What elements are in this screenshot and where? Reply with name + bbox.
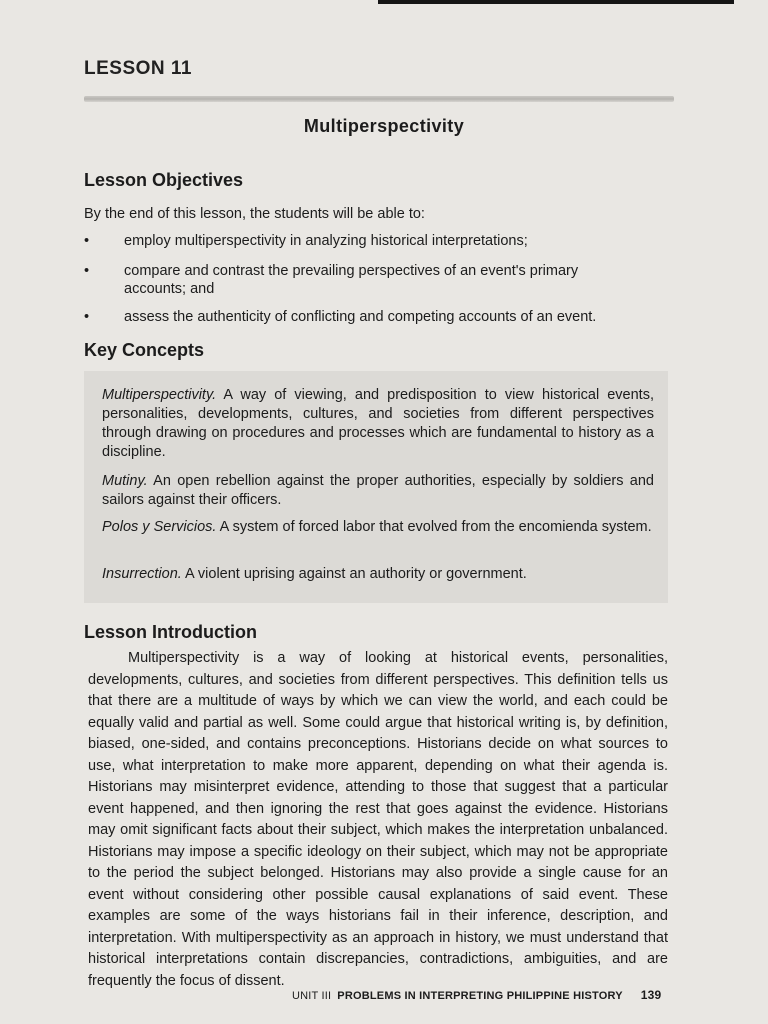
concept-definition: [102, 565, 654, 584]
header-divider: [84, 96, 674, 102]
concept-definition: [102, 386, 654, 462]
key-concepts-heading: Key Concepts: [84, 340, 205, 360]
introduction-heading: Lesson Introduction: [84, 622, 257, 642]
bullet-icon: •: [84, 309, 90, 325]
concept-definition: [102, 472, 654, 510]
concept-text: A system of forced labor that evolved from the encomienda system.: [216, 519, 652, 535]
concept-term: Mutiny.: [102, 473, 148, 489]
objective-text: assess the authenticity of conflicting and competing accounts of an event.: [124, 309, 597, 325]
concept-term: Polos y Servicios.: [102, 519, 217, 535]
objective-item: [84, 262, 674, 298]
concept-term: Multiperspectivity.: [102, 387, 217, 403]
concept-definition: [102, 518, 654, 537]
page-number: 139: [640, 988, 662, 1002]
bullet-icon: •: [84, 263, 90, 279]
objective-item: [84, 232, 674, 250]
objectives-heading: Lesson Objectives: [84, 170, 244, 190]
concept-text: An open rebellion against the proper authorities, especially by soldiers and sailors against their officers.: [102, 473, 654, 508]
top-border-line: [378, 0, 734, 4]
concept-text: A violent uprising against an authority or government.: [181, 566, 527, 582]
objectives-intro: By the end of this lesson, the students will be able to:: [84, 206, 425, 222]
page-title: Multiperspectivity: [303, 116, 465, 136]
objective-item: [84, 308, 674, 326]
concept-text: A way of viewing, and predisposition to view historical events, personalities, developments, cultures, and societies from different perspectives through drawing on procedures and processes which are fundamental to history as a discipline.: [102, 387, 654, 460]
objective-text: employ multiperspectivity in analyzing historical interpretations;: [124, 233, 528, 249]
concept-term: Insurrection.: [102, 566, 182, 582]
introduction-paragraph: Multiperspectivity is a way of looking at historical events, personalities, developments, cultures, and societies from different perspectives. This definition tells us that there are a multitude of ways by which we can view the world, and each could be equally valid and partial as well. Some could argue that historical writing is, by definition, biased, one-sided, and contains preconceptions. Historians decide on what sources to use, what interpretation to make more apparent, depending on what their agenda is. Historians may misinterpret evidence, attending to those that suggest that a particular event happened, and then ignoring the rest that goes against the evidence. Historians may omit significant facts about their subject, which makes the interpretation unbalanced. Historians may impose a specific ideology on their subject, which may not be appropriate to the period the subject belonged. Historians may also provide a single cause for an event without considering other possible causal explanations of said event. These examples are some of the ways historians fail in their inference, description, and interpretation. With multiperspectivity as an approach in history, we must understand that historical interpretations contain discrepancies, contradictions, ambiguities, and are frequently the focus of dissent.: [88, 650, 668, 989]
bullet-icon: •: [84, 233, 90, 249]
page-footer: [292, 988, 661, 1002]
objective-text: compare and contrast the prevailing perspectives of an event's primary accounts; and: [124, 263, 579, 297]
footer-unit: UNIT III: [292, 990, 332, 1002]
footer-section: PROBLEMS IN INTERPRETING PHILIPPINE HISTORY: [337, 990, 623, 1002]
lesson-number: LESSON 11: [84, 58, 192, 79]
